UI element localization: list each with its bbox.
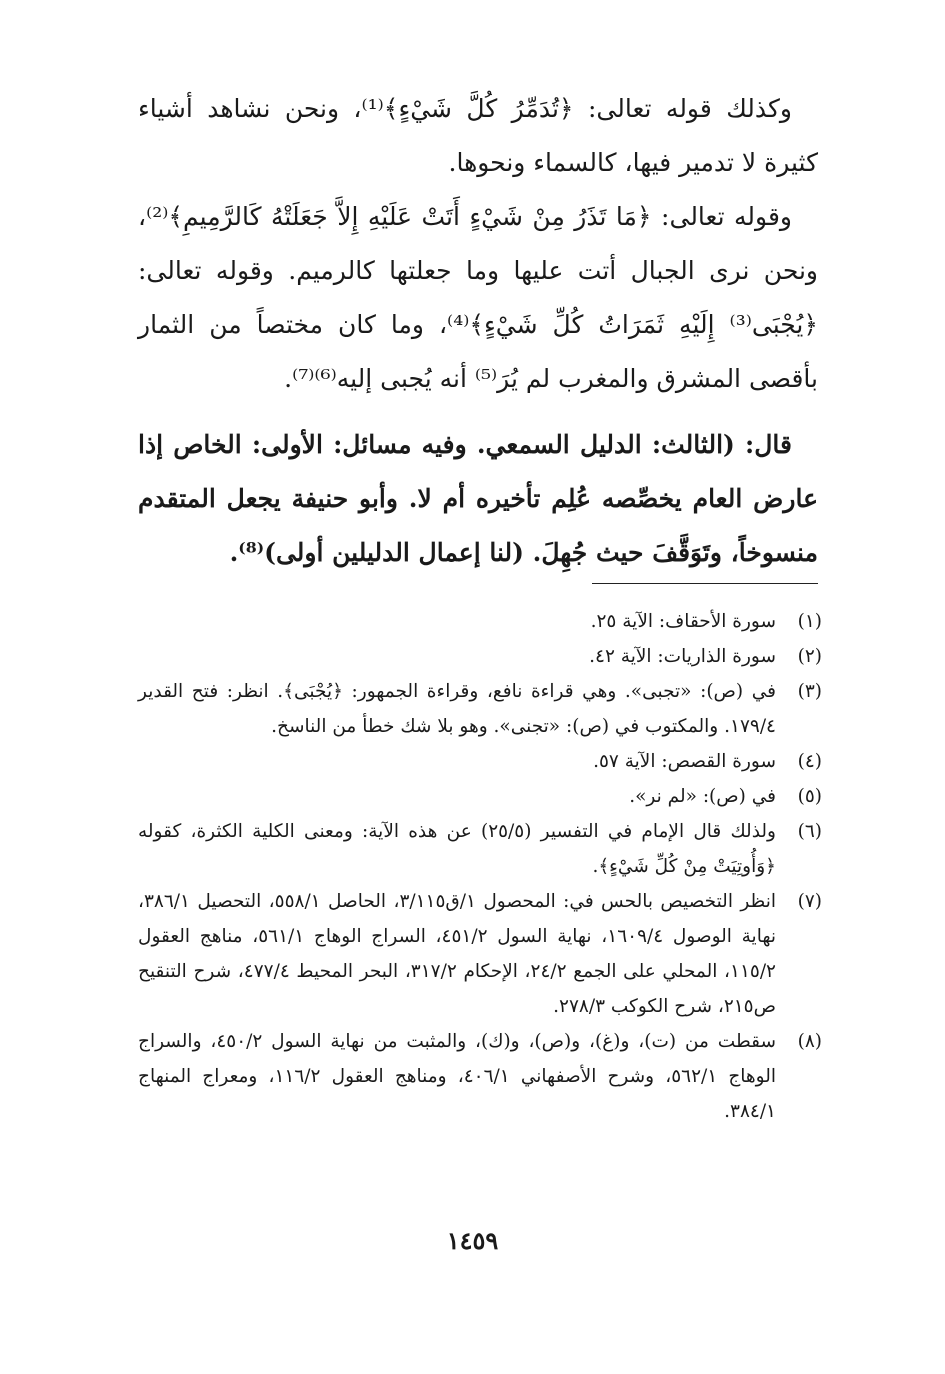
paragraph-2: وقوله تعالى: ﴿مَا تَذَرُ مِنْ شَيْءٍ أَتَتْ عَلَيْهِ إِلاَّ جَعَلَتْهُ كَالرَّمِيمِ﴾⁽²⁾، ونحن نرى الجبال أتت عليها وما جعلتها كالرميم. وقوله تعالى: ﴿يُجْبَى⁽³⁾ إِلَيْهِ ثَمَرَاتُ كُلِّ شَيْءٍ﴾⁽⁴⁾، وما كان مختصاً من الثمار بأقصى المشرق والمغرب لم يُرَ⁽⁵⁾ أنه يُجبى إليه⁽⁶⁾⁽⁷⁾. — [138, 202, 818, 393]
footnote-text: سقطت من (ت)، و(غ)، و(ص)، و(ك)، والمثبت من نهاية السول ٤٥٠/٢، والسراج الوهاج ٥٦٢/١، وشرح الأصفهاني ٤٠٦/١، ومناهج العقول ١١٦/٢، ومعراج المنهاج ٣٨٤/١. — [138, 1031, 777, 1122]
footnote-text: في (ص): «لم نر». — [629, 786, 776, 807]
footnote-item — [138, 639, 822, 674]
footnote-item — [138, 884, 822, 1024]
footnote-text: ولذلك قال الإمام في التفسير (٢٥/٥) عن هذه الآية: ومعنى الكلية الكثرة، كقوله ﴿وَأُوتِيَتْ مِنْ كُلِّ شَيْءٍ﴾. — [138, 821, 776, 877]
footnote-text: سورة الذاريات: الآية ٤٢. — [589, 646, 776, 667]
footnote-number: (٦) — [797, 821, 822, 842]
footnote-text: سورة الأحقاف: الآية ٢٥. — [590, 611, 776, 632]
footnote-text: في (ص): «تجبى». وهي قراءة نافع، وقراءة الجمهور: ﴿يُجْبَى﴾. انظر: فتح القدير ١٧٩/٤. والمكتوب في (ص): «تجنى». وهو بلا شك خطأ من الناسخ. — [138, 681, 776, 737]
footnote-text: انظر التخصيص بالحس في: المحصول ١/ق٣/١١٥، الحاصل ٥٥٨/١، التحصيل ٣٨٦/١، نهاية الوصول ١٦٠٩/٤، نهاية السول ٤٥١/٢، السراج الوهاج ٥٦١/١، مناهج العقول ١١٥/٢، المحلي على الجمع ٢٤/٢، الإحكام ٣١٧/٢، البحر المحيط ٤٧٧/٤، شرح التنقيح ص٢١٥، شرح الكوكب ٢٧٨/٣. — [138, 891, 777, 1017]
footnote-item — [138, 674, 822, 744]
footnote-number: (٧) — [797, 891, 822, 912]
footnote-text: سورة القصص: الآية ٥٧. — [593, 751, 776, 772]
footnote-number: (٢) — [797, 646, 822, 667]
quoted-matn-paragraph: قال: (الثالث: الدليل السمعي. وفيه مسائل: الأولى: الخاص إذا عارض العام يخصِّصه عُلِم تأخيره أم لا. وأبو حنيفة يجعل المتقدم منسوخاً، وتَوَقَّفَ حيث جُهِلَ. (لنا إعمال الدليلين أولى)⁽⁸⁾. — [138, 430, 818, 567]
footnote-item — [138, 744, 822, 779]
footnote-item — [138, 779, 822, 814]
footnotes — [138, 604, 822, 1129]
footnote-number: (١) — [797, 611, 822, 632]
footnote-divider — [592, 583, 818, 584]
footnote-number: (٨) — [797, 1031, 822, 1052]
footnote-item — [138, 604, 822, 639]
footnote-number: (٣) — [797, 681, 822, 702]
footnote-number: (٥) — [797, 786, 822, 807]
page-number: ١٤٥٩ — [446, 1226, 499, 1255]
footnote-item — [138, 1024, 822, 1129]
main-text — [138, 82, 818, 580]
paragraph-1: وكذلك قوله تعالى: ﴿تُدَمِّرُ كُلَّ شَيْءٍ﴾⁽¹⁾، ونحن نشاهد أشياء كثيرة لا تدمير فيها، كالسماء ونحوها. — [138, 94, 818, 177]
footnote-item — [138, 814, 822, 884]
footnote-number: (٤) — [797, 751, 822, 772]
